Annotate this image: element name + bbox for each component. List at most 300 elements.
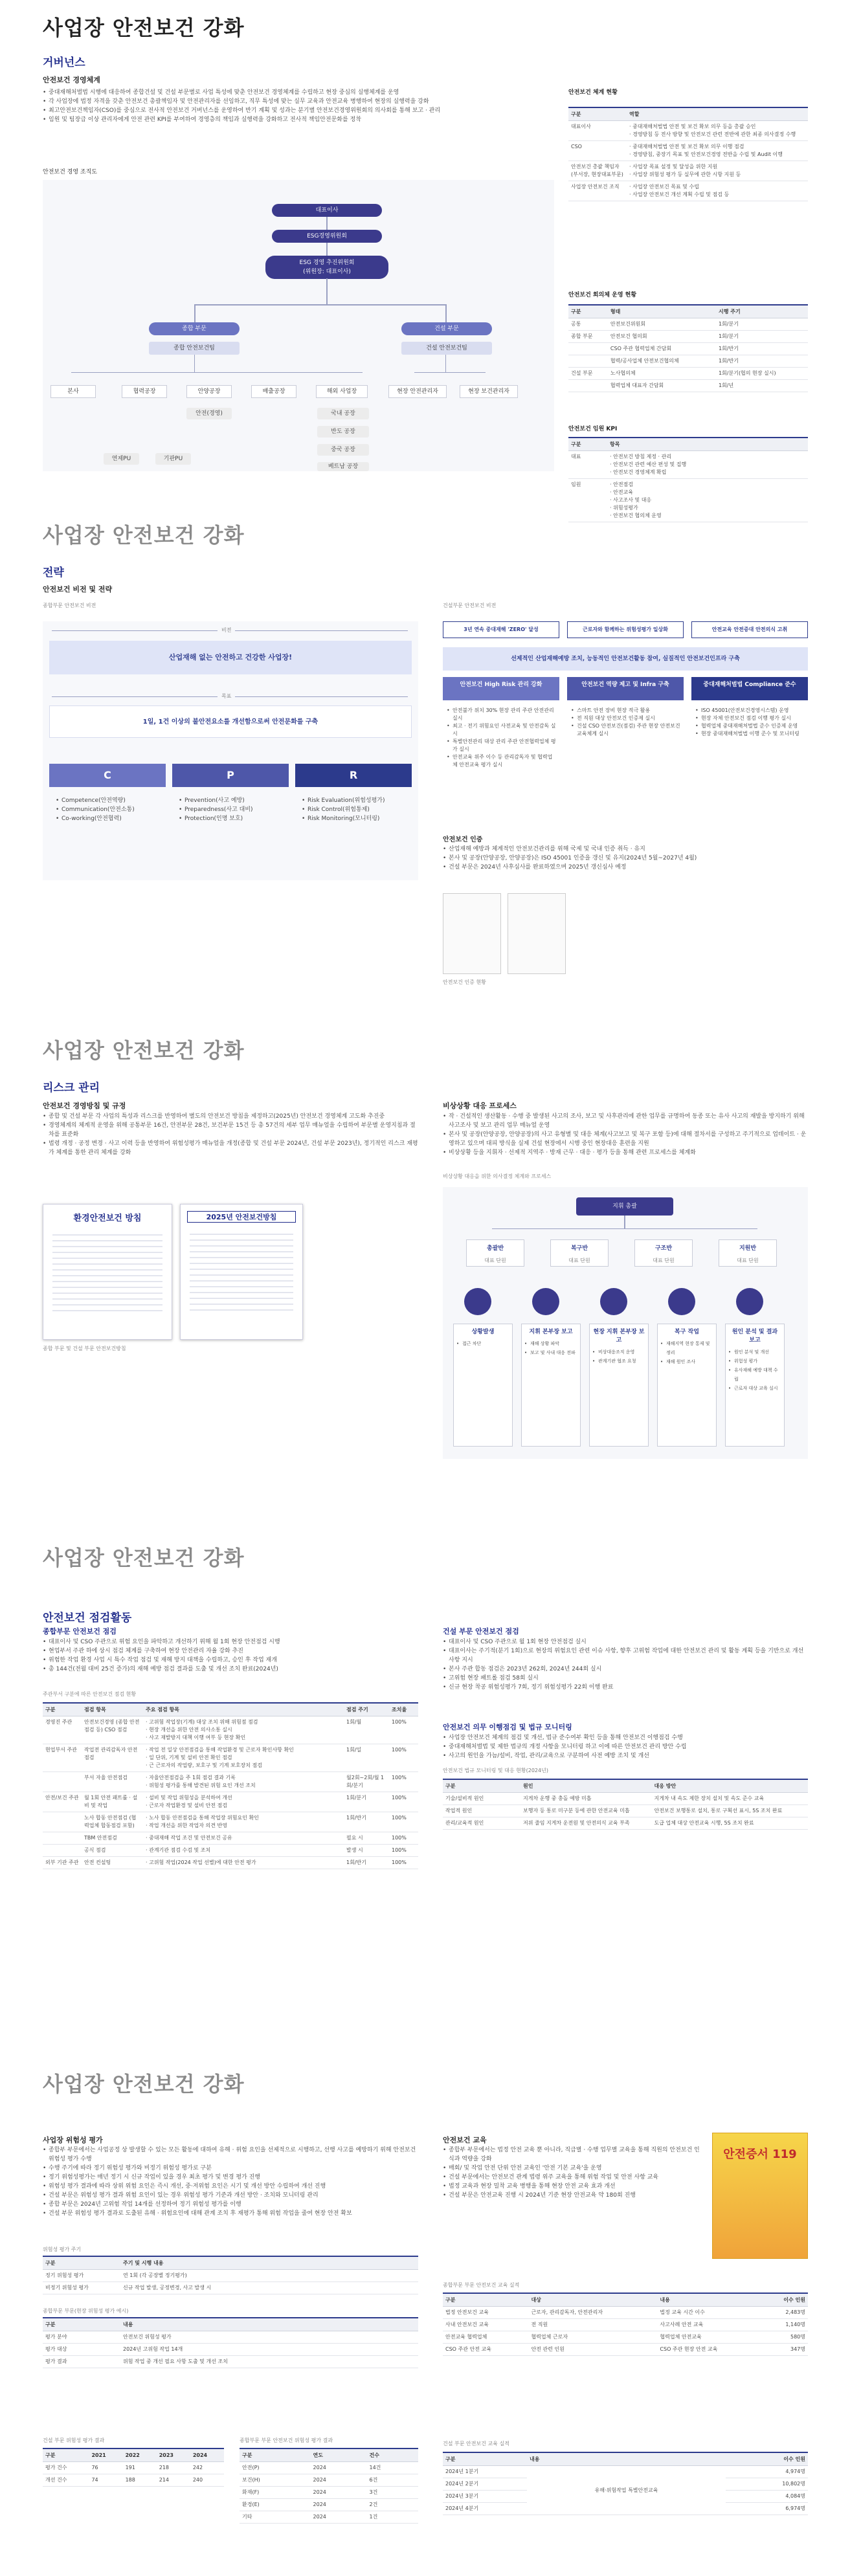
th: 구분	[443, 2293, 528, 2307]
meeting-table	[568, 304, 808, 392]
td: 발생 시	[344, 1845, 389, 1857]
td: 100%	[389, 1792, 418, 1812]
bullet: • 보고 및 사내 대응 전파	[524, 1348, 577, 1357]
td: 기타	[240, 2511, 311, 2524]
page-title: 사업장 안전보건 강화	[43, 523, 245, 548]
th: 주기 및 시행 내용	[120, 2256, 418, 2270]
vision-text: 산업재해 없는 안전하고 건강한 사업장!	[49, 641, 412, 674]
team-name: 구조반	[654, 1245, 673, 1252]
td: 법정 안전보건 교육	[443, 2307, 528, 2319]
bullet: • 협력업체 중대재해처벌법 준수 인증제 운영	[695, 722, 805, 730]
table-label: 위험성 평가 주기	[43, 2247, 82, 2252]
pillar-items	[447, 707, 557, 769]
td: · 안전보건 방침 제정 · 관리 · 안전보건 관련 예산 편성 및 집행 · 안전보건 경영체계 확립	[607, 451, 808, 479]
td: 사고사례 안전 교육	[657, 2319, 763, 2331]
td: 정기 위험성 평가	[43, 2270, 120, 2282]
docs-note: 종합 부문 및 건설 부문 안전보건방침	[43, 1346, 126, 1351]
flow-team	[466, 1239, 524, 1267]
bullet: • 접근 차단	[456, 1339, 509, 1348]
td: 월 1회 안전 패트롤 · 설비 및 작업	[82, 1792, 143, 1812]
td: 필요 시	[344, 1832, 389, 1845]
td: 기술/설비적 원인	[443, 1793, 520, 1805]
th: 건수	[367, 2448, 419, 2462]
td: 1회/년	[716, 380, 808, 392]
subtitle: 안전보건 의무 이행점검 및 법규 모니터링	[443, 1723, 572, 1731]
org-h-item: 베트남 공장	[317, 462, 369, 471]
td: 유해·위험작업 특별안전교육	[527, 2466, 726, 2515]
org-h-item: 반도 공장	[317, 426, 369, 438]
th: 형태	[608, 305, 716, 318]
vision-goal: 근로자와 함께하는 위험성평가 일상화	[567, 621, 684, 638]
td	[43, 1812, 82, 1832]
pillar-head: 중대재해처벌법 Compliance 준수	[691, 677, 808, 700]
td: · 안전점검 · 안전교육 · 사고조사 및 대응 · 위험성평가 · 안전보건 협의체 운영	[607, 479, 808, 522]
c-items	[56, 796, 166, 823]
alert-icon	[464, 1288, 491, 1315]
meet-title: 안전보건 회의체 운영 현황	[568, 292, 637, 298]
td: 2024년 2분기	[443, 2478, 527, 2491]
kpi-title: 안전보건 임원 KPI	[568, 426, 618, 432]
subtitle: 종합부문 안전보건 점검	[43, 1627, 117, 1636]
step-title: 현장 지휘 본부장 보고	[593, 1329, 645, 1344]
bullet: • Risk Evaluation(위험성평가)	[302, 796, 412, 805]
bullet: • 관계기관 협조 요청	[592, 1357, 645, 1366]
vision-goal: 안전교육 안전증대 안전의식 고취	[691, 621, 808, 638]
bullet: • 위험한 작업 환경 사업 시 특수 작업 점검 및 재해 방지 대책을 수립하고, 승인 후 작업 재개	[43, 1656, 418, 1665]
certificate-image	[508, 893, 566, 974]
edu-title: 안전보건 교육	[443, 2136, 487, 2144]
td: 대표	[568, 451, 607, 479]
cert-note: 안전보건 인증 현황	[443, 979, 486, 985]
policy-doc-2	[180, 1204, 303, 1340]
bullet: • 중대재해처벌법 및 제한 법규의 개정 사항을 모니터링 하고 이에 따른 안전보건 관리 방안 수립	[443, 1742, 808, 1751]
org-l-sub2: 기판PU	[155, 453, 191, 465]
td: 2024	[311, 2487, 367, 2499]
td: 근로자, 관리감독자, 안전관리자	[528, 2307, 657, 2319]
bullet: • 현장 자체 안전보건 점검 이행 평가 실시	[695, 715, 805, 722]
td: 관리/교육적 원인	[443, 1817, 520, 1830]
td: · 중대재해 작업 조건 및 안전보건 공유	[143, 1832, 344, 1845]
bullet: • Prevention(사고 예방)	[179, 796, 289, 805]
th: 내용	[120, 2318, 418, 2331]
cert-bullets	[443, 845, 808, 872]
th: 원인	[520, 1779, 651, 1793]
bullet: • 유사재해 예방 대책 수립	[728, 1366, 781, 1384]
right-label: 건설부문 안전보건 비전	[443, 603, 497, 608]
td: · 중대재해처벌법 안전 및 보건 확보 의무 이행 점검 · 경영방침, 중장기 목표 및 안전보건경영 전반을 수립 및 Audit 이행	[627, 141, 808, 161]
td: 4,974명	[726, 2466, 808, 2478]
td: 안전보건 보행통로 설치, 통로 구획선 표시, 5S 조치 완료	[651, 1805, 808, 1817]
org-left: 종합 부문	[149, 322, 240, 335]
flow-team	[719, 1239, 777, 1267]
td: 전 직원	[528, 2319, 657, 2331]
step-title: 지휘 본부장 보고	[529, 1329, 573, 1335]
td: 2024	[311, 2511, 367, 2524]
bullet: • 비상대응조직 운영	[592, 1348, 645, 1357]
td: 사업장 안전보건 조직	[568, 181, 627, 201]
risk-bullets	[43, 1112, 418, 1157]
td: 안전 관련 인원	[528, 2344, 657, 2356]
bullet: • 재해 원인 조사	[660, 1357, 713, 1366]
td: 214	[157, 2474, 190, 2487]
td: 1회/월	[344, 1716, 389, 1744]
td: 협력업체 대표자 간담회	[608, 380, 716, 392]
td: 건설 부문	[568, 368, 608, 380]
td: 보건(H)	[240, 2474, 311, 2487]
bullet: • 작 · 건설적인 생산활동 · 수행 중 발생된 사고의 조사, 보고 및 사후관리에 관한 업무를 규명하여 동종 또는 유사 사고의 재발을 방지하기 위해 사고조사 및 보고 관리 업무 매뉴얼 운영	[443, 1112, 808, 1130]
td: 100%	[389, 1857, 418, 1869]
td	[43, 1772, 82, 1792]
section-title: 거버넌스	[43, 56, 85, 69]
construct-bullets	[443, 1638, 808, 1692]
th: 시행 주기	[716, 305, 808, 318]
th: 이수 인원	[726, 2452, 808, 2466]
td: 위험 작업 중 개선 필요 사항 도출 및 개선 조치	[120, 2356, 418, 2368]
bullet: • 최고 · 전기 위험요인 사전교육 및 안전감독 실시	[447, 722, 557, 738]
bullet: • 건설 부문은 안전교육 진행 시 2024년 기준 현장 안전교육 약 180회 진행	[443, 2191, 702, 2200]
pillar-items	[695, 707, 805, 738]
org-left-sub: 종합 안전보건팀	[149, 342, 240, 355]
bullet: • 재해 상황 파악	[524, 1339, 577, 1348]
bullet: • Protection(인명 보호)	[179, 814, 289, 823]
td: · 설비 및 작업 위험성을 분석하여 개선 · 근로자 작업환경 및 설비 안전 점검	[143, 1792, 344, 1812]
org-right-sub: 건설 안전보건팀	[401, 342, 492, 355]
td: 218	[157, 2462, 190, 2474]
td: 242	[190, 2462, 224, 2474]
org-l-item: 본사	[50, 385, 96, 398]
td: · 관계기관 점검 수검 및 조치	[143, 1845, 344, 1857]
bullet: • 신규 현장 착공 위험성평가 7회, 정기 위험성평가 22회 이행 완료	[443, 1683, 808, 1692]
team-lead: 대표 단원	[568, 1258, 590, 1263]
td: 저위 줄임 지게차 운전원 및 안전의식 교육 부족	[520, 1817, 651, 1830]
th: 구분	[568, 438, 607, 451]
page-title: 사업장 안전보건 강화	[43, 1038, 245, 1063]
bullet: • Communication(안전소통)	[56, 805, 166, 814]
org-l-item: 해외 사업장	[316, 385, 368, 398]
bullet: • Risk Control(위험통제)	[302, 805, 412, 814]
table-label: 주관부서 구분에 따른 안전보건 점검 현황	[43, 1691, 137, 1697]
org-l-sub: 안전(경영)	[186, 408, 232, 419]
td: 100%	[389, 1744, 418, 1772]
org-cso-label: ESG 경영 추진위원회	[299, 260, 355, 266]
th: 구분	[43, 2256, 120, 2270]
flow-step	[589, 1324, 649, 1447]
bullet: • 매회/ 및 작업 안전 단위 안전 교육인 '안전 기본 교육'을 운영	[443, 2164, 702, 2173]
td: 100%	[389, 1716, 418, 1744]
subtitle: 안전보건 경영방침 및 규정	[43, 1102, 126, 1110]
example-table	[43, 2317, 418, 2368]
td: 안전 컨설팅	[82, 1857, 143, 1869]
td: 신규 작업 발생, 공정변경, 사고 발생 시	[120, 2282, 418, 2294]
bullet: • 위험성 평가	[728, 1357, 781, 1366]
p-box: P	[172, 764, 289, 787]
step-title: 복구 작업	[675, 1329, 699, 1335]
p-items	[179, 796, 289, 823]
bullet: • 전 직원 대상 안전보건 인증제 실시	[571, 715, 681, 722]
table-label: 종합부문 부문 안전보건 교육 실적	[443, 2282, 520, 2288]
bullet: • 종합부 부문에서는 법정 안전 교육 뿐 아니라, 직급별 · 수행 업무별 교육을 통해 직원의 안전보건 인식과 역량을 강화	[443, 2146, 702, 2164]
th: 구분	[568, 107, 627, 121]
td: 2024년 3분기	[443, 2491, 527, 2503]
emg-label: 비상상황 대응을 위한 의사결정 체계와 프로세스	[443, 1173, 552, 1179]
td: 안전/보건 주관	[43, 1792, 82, 1812]
td: 10,802명	[726, 2478, 808, 2491]
td: 비정기 위험성 평가	[43, 2282, 120, 2294]
bullet: • 대표이사는 주기적(분기 1회)으로 현장의 위험요인 관련 이슈 사항, 향후 고위험 작업에 대한 안전보건 관리 및 활동 계획 등을 기반으로 개선 사항 지시	[443, 1647, 808, 1665]
flow-step	[657, 1324, 717, 1447]
edu2-table	[443, 2452, 808, 2515]
analysis-icon	[736, 1288, 763, 1315]
th: 구분	[43, 2318, 120, 2331]
td: 협력업체 근로자	[528, 2331, 657, 2344]
td: · 사업장 목표 설정 및 달성을 위한 지원 · 사업장 위험성 평가 등 실무에 관한 시항 지원 등	[627, 161, 808, 181]
team-name: 복구반	[570, 1245, 588, 1252]
bullet: • 종합부 부문에서는 사업공정 상 발생할 수 있는 모든 활동에 대하여 유해 · 위험 요인을 선제적으로 시행하고, 선행 사고를 예방하기 위해 안전보건 위험성 평가 수행	[43, 2146, 418, 2164]
th: 연도	[311, 2448, 367, 2462]
bullet: • 사고의 원인을 가늠/설비, 작업, 관리/교육으로 구분하여 사전 예방 조치 및 개선	[443, 1751, 808, 1760]
td: 개선 건수	[43, 2474, 89, 2487]
th: 내용	[657, 2293, 763, 2307]
bullet: • 수행 주기에 따라 정기 위험성 평가와 비정기 위험성 평가로 구분	[43, 2164, 418, 2173]
td: 2024년 고위험 작업 14개	[120, 2344, 418, 2356]
bullet: • Preparedness(사고 대비)	[179, 805, 289, 814]
td: 평가 결과	[43, 2356, 120, 2368]
td: 평가 분야	[43, 2331, 120, 2344]
td	[568, 380, 608, 392]
flow-step	[521, 1324, 581, 1447]
th: 2024	[190, 2448, 224, 2462]
safety-book-image	[712, 2133, 808, 2259]
bullet: • 총 144건(전월 대비 25건 증가)의 재해 예방 점검 결과를 도출 및 개선 조치 완료(2024년)	[43, 1665, 418, 1674]
org-l-item: 안양공장	[186, 385, 232, 398]
td: 347명	[763, 2344, 808, 2356]
th: 역할	[627, 107, 808, 121]
left-label: 종합부문 안전보건 비전	[43, 603, 96, 608]
td: 4,084명	[726, 2491, 808, 2503]
td: 1회/분기(협의 현장 실시)	[716, 368, 808, 380]
inspect-bullets	[43, 1638, 418, 1674]
team-lead: 대표 단원	[484, 1258, 506, 1263]
th: 구분	[43, 2448, 89, 2462]
bullet: • 경영체계의 체계적 운영을 위해 공통부문 16건, 안전부문 28건, 보건부문 15건 등 총 57건의 세부 업무 매뉴얼을 수립하여 부문별 운영지침과 절차를 표준화	[43, 1121, 418, 1139]
org-l-item: 협력공장	[122, 385, 167, 398]
bullet: • 중대재해처벌법 시행에 대응하여 종합건설 및 건설 부문별로 사업 특성에 맞춘 안전보건 경영체계를 수립하고 현장 중심의 실행체계를 운영	[43, 88, 561, 97]
step-title: 원인 분석 및 결과 보고	[732, 1329, 778, 1344]
th: 내용	[527, 2452, 726, 2466]
section-title: 안전보건 점검활동	[43, 1612, 132, 1625]
td: 2024	[311, 2474, 367, 2487]
td: · 사업장 안전보건 목표 및 수립 · 사업장 안전보건 개선 계획 수립 및 점검 등	[627, 181, 808, 201]
td: 종합 부문	[568, 331, 608, 343]
table-label: 건설 부문 위험성 평가 결과	[43, 2437, 105, 2443]
org-h-item: 국내 공장	[317, 408, 369, 419]
certificate-image	[443, 893, 501, 974]
td: 외부 기관 주관	[43, 1857, 82, 1869]
cycle-table	[43, 2256, 418, 2294]
bullet: • 대표이사 및 CSO 주관으로 월 1회 현장 안전점검 실시	[443, 1638, 808, 1647]
td: TBM 안전점검	[82, 1832, 143, 1845]
td: 보행자 등 통로 미구분 등에 관한 안전교육 미흡	[520, 1805, 651, 1817]
td: 도급 업체 대상 안전교육 시행, 5S 조치 완료	[651, 1817, 808, 1830]
td: CSO 주관 협력업체 간담회	[608, 343, 716, 355]
flow-step	[725, 1324, 785, 1447]
td: 지게차 내 속도 제한 장치 설치 및 속도 준수 교육	[651, 1793, 808, 1805]
td: 100%	[389, 1845, 418, 1857]
r-items	[302, 796, 412, 823]
td: 환경(E)	[240, 2499, 311, 2511]
th: 2023	[157, 2448, 190, 2462]
bullet: • 종합 부문은 2024년 고위험 작업 14개를 선정하여 정기 위험성 평가를 이행	[43, 2200, 418, 2209]
td: 사내 안전보건 교육	[443, 2319, 528, 2331]
bullet: • 고위험 현장 패트롤 점검 58회 실시	[443, 1674, 808, 1683]
td: 경영진 주관	[43, 1716, 82, 1744]
bullet: • 최고안전보건책임자(CSO)를 중심으로 전사적 안전보건 거버넌스를 운영하여 반기 계획 및 성과는 분기별 안전보건경영위원회의 의사회를 통해 보고 · 관리	[43, 106, 561, 115]
emg-title: 비상상황 대응 프로세스	[443, 1102, 517, 1110]
td: 3건	[367, 2487, 419, 2499]
td: 240	[190, 2474, 224, 2487]
th: 대상	[528, 2293, 657, 2307]
th: 조치율	[389, 1703, 418, 1716]
td: CSO 주관 현장 안전 교육	[657, 2344, 763, 2356]
th: 주요 점검 항목	[143, 1703, 344, 1716]
td: 1회/분기	[716, 331, 808, 343]
td: 안전보건 위험성 평가	[120, 2331, 418, 2344]
page-title: 사업장 안전보건 강화	[43, 16, 245, 40]
pillar-head: 안전보건 역량 제고 및 Infra 구축	[567, 677, 684, 700]
td: 6,974명	[726, 2503, 808, 2515]
table-label: 안전보건 법규 모니터링 및 대응 현황(2024년)	[443, 1768, 548, 1773]
td: 1건	[367, 2511, 419, 2524]
td: · 고위험 작업장(기계) 대상 조치 위해 위험점 점검 · 현장 개선을 위한 안전 의사소통 실시 · 사고 재발방지 대책 이행 여부 등 현장 확인	[143, 1716, 344, 1744]
bullet: • 본사 및 공장(안양공장, 안양공장)은 ISO 45001 인증을 갱신 및 유지(2024년 5월~2027년 4월)	[443, 854, 808, 863]
page-title: 사업장 안전보건 강화	[43, 1546, 245, 1570]
bullet: • 재해지역 현장 통제 및 정리	[660, 1339, 713, 1357]
td: 2024년 4분기	[443, 2503, 527, 2515]
bullet: • 건설 부문은 위험성 평가 결과 위험 요인이 있는 경우 위험성 평가 기준과 개선 방안 · 조치와 모니터링 관리	[43, 2191, 418, 2200]
td: 노사 합동 안전점검 (협력업체 합동점검 포함)	[82, 1812, 143, 1832]
td: 1,140명	[763, 2319, 808, 2331]
bullet: • Co-working(안전협력)	[56, 814, 166, 823]
role-title: 안전보건 체계 현황	[568, 89, 618, 96]
section-title: 전략	[43, 566, 64, 579]
td	[568, 343, 608, 355]
doc-title: 2025년 안전보건방침	[187, 1211, 296, 1223]
td: 대표이사	[568, 121, 627, 141]
inspection-table	[43, 1702, 418, 1869]
emg-bullets	[443, 1112, 808, 1157]
team-lead: 대표 단원	[653, 1258, 675, 1263]
td: 1회/반기	[344, 1857, 389, 1869]
td: 100%	[389, 1772, 418, 1792]
th: 구분	[43, 1703, 82, 1716]
goal-text: 1일, 1건 이상의 불안전요소를 개선함으로써 안전문화를 구축	[49, 705, 412, 738]
td: 안전보건위원회	[608, 318, 716, 331]
bullet: • 본사 주관 합동 점검은 2023년 262회, 2024년 244회 실시	[443, 1665, 808, 1674]
cert-title: 안전보건 인증	[443, 836, 483, 843]
team-name: 총괄반	[486, 1245, 504, 1252]
bullet: • 본사 및 공장(안양공장, 안양공장)의 사고 유형별 및 대응 체계(사고보고 및 복구 포함 등)에 대해 절차서를 구성하고 주기적으로 업데이트 · 운영하고 있으며 대피 방식을 실제 건설 현장에서 시행 중인 현장대응 훈련을 지원	[443, 1130, 808, 1148]
pillar-head: 안전보건 High Risk 관리 강화	[443, 677, 559, 700]
th: 구분	[240, 2448, 311, 2462]
th: 구분	[443, 2452, 527, 2466]
td: · 중대재해처벌법 안전 및 보건 확보 의무 등을 총괄 승인 · 경영방침 등 전사 방향 및 안전보건 관련 전반에 관한 최종 의사결정 수행	[627, 121, 808, 141]
td: 안전보건경영 (종합 안전점검 등) CSO 점검	[82, 1716, 143, 1744]
td: 2,483명	[763, 2307, 808, 2319]
bullet: • 안전교육 위주 이수 등 관리감독자 및 협력업체 안전교육 평가 실시	[447, 753, 557, 769]
org-h-item: 중국 공장	[317, 444, 369, 456]
org-r-item: 현장 안전관리자	[388, 385, 447, 398]
org-esg: ESG경영위원회	[272, 230, 382, 243]
org-r-item: 현장 보건관리자	[460, 385, 518, 398]
vision-tag: 비전	[218, 627, 235, 634]
td: 평가 건수	[43, 2462, 89, 2474]
th: 대응 방안	[651, 1779, 808, 1793]
bullet: • 건설 CSO 안전보건(점검) 주관 현장 안전보건 교육체계 실시	[571, 722, 681, 738]
bullet: • 대표이사 및 CSO 주관으로 위험 요인을 파악하고 개선하기 위해 월 1회 현장 안전점검 시행	[43, 1638, 418, 1647]
td: 안전(P)	[240, 2462, 311, 2474]
th: 점검 주기	[344, 1703, 389, 1716]
td: 노사협의체	[608, 368, 716, 380]
td: · 작업 전 일상 안전점검을 통해 작업환경 및 근로자 확인사항 확인 · 일 단위, 기계 및 설비 안전 확인 점검 · 근 근로자의 작업량, 보호구 및 기계 보호장치 점검	[143, 1744, 344, 1772]
section-title: 리스크 관리	[43, 1082, 100, 1094]
td: · 고위험 작업(2024 작업 선별)에 대한 안전 평가	[143, 1857, 344, 1869]
org-ceo: 대표이사	[272, 204, 382, 217]
td: 14건	[367, 2462, 419, 2474]
policy-doc-1	[43, 1204, 172, 1340]
bullet: • 산업재해 예방과 체계적인 안전보건관리를 위해 국제 및 국내 인증 취득 · 유지	[443, 845, 808, 854]
td: CSO 주관 안전 교육	[443, 2344, 528, 2356]
flow-team	[634, 1239, 693, 1267]
th: 2021	[89, 2448, 122, 2462]
td: 1회/분기	[716, 318, 808, 331]
risk-assess-bullets	[43, 2146, 418, 2218]
construct-result-table	[43, 2448, 224, 2487]
edu-bullets	[443, 2146, 702, 2200]
table-label: 건설 부문 안전보건 교육 실적	[443, 2441, 509, 2447]
pillar-items	[571, 707, 681, 738]
td: 협력/공사업체 안전보건협의체	[608, 355, 716, 368]
bullet: • Competence(안전역량)	[56, 796, 166, 805]
r-box: R	[295, 764, 412, 787]
doc-title: 환경안전보건 방침	[73, 1214, 142, 1223]
td: 1회/반기	[716, 343, 808, 355]
governance-bullets	[43, 88, 561, 124]
org-cso-sub: (위원장: 대표이사)	[303, 269, 351, 275]
td	[568, 355, 608, 368]
org-l-item: 배출공장	[251, 385, 296, 398]
org-right: 건설 부문	[401, 322, 492, 335]
td: 안전교육 협력업체	[443, 2331, 528, 2344]
td: 2건	[367, 2499, 419, 2511]
td: 부서 자율 안전점검	[82, 1772, 143, 1792]
td: 100%	[389, 1812, 418, 1832]
td: 월2회~2회/월 1회/분기	[344, 1772, 389, 1792]
td: 580명	[763, 2331, 808, 2344]
team-name: 지원반	[739, 1245, 757, 1252]
subtitle: 안전보건 경영체계	[43, 76, 100, 84]
bullet: • 안전불가 위치 30% 현장 관리 주관 안전관리실시	[447, 707, 557, 722]
kpi-table	[568, 437, 808, 522]
td: 화재(F)	[240, 2487, 311, 2499]
org-l-sub2: 연제PU	[104, 453, 139, 465]
td: 2024	[311, 2462, 367, 2474]
td	[43, 1832, 82, 1845]
vision-goal: 3년 연속 중대재해 'ZERO' 달성	[443, 621, 559, 638]
td: 100%	[389, 1832, 418, 1845]
th: 항목	[607, 438, 808, 451]
bullet: • 법령 개정 · 공정 변경 · 사고 이력 등을 반영하여 위험성평가 매뉴얼을 개정(종합 및 건설 부문 2024년, 건설 부문 2023년), 정기적인 리스크 재평가 체계를 통한 관리 체계를 강화	[43, 1139, 418, 1157]
subtitle: 안전보건 비전 및 전략	[43, 585, 113, 594]
